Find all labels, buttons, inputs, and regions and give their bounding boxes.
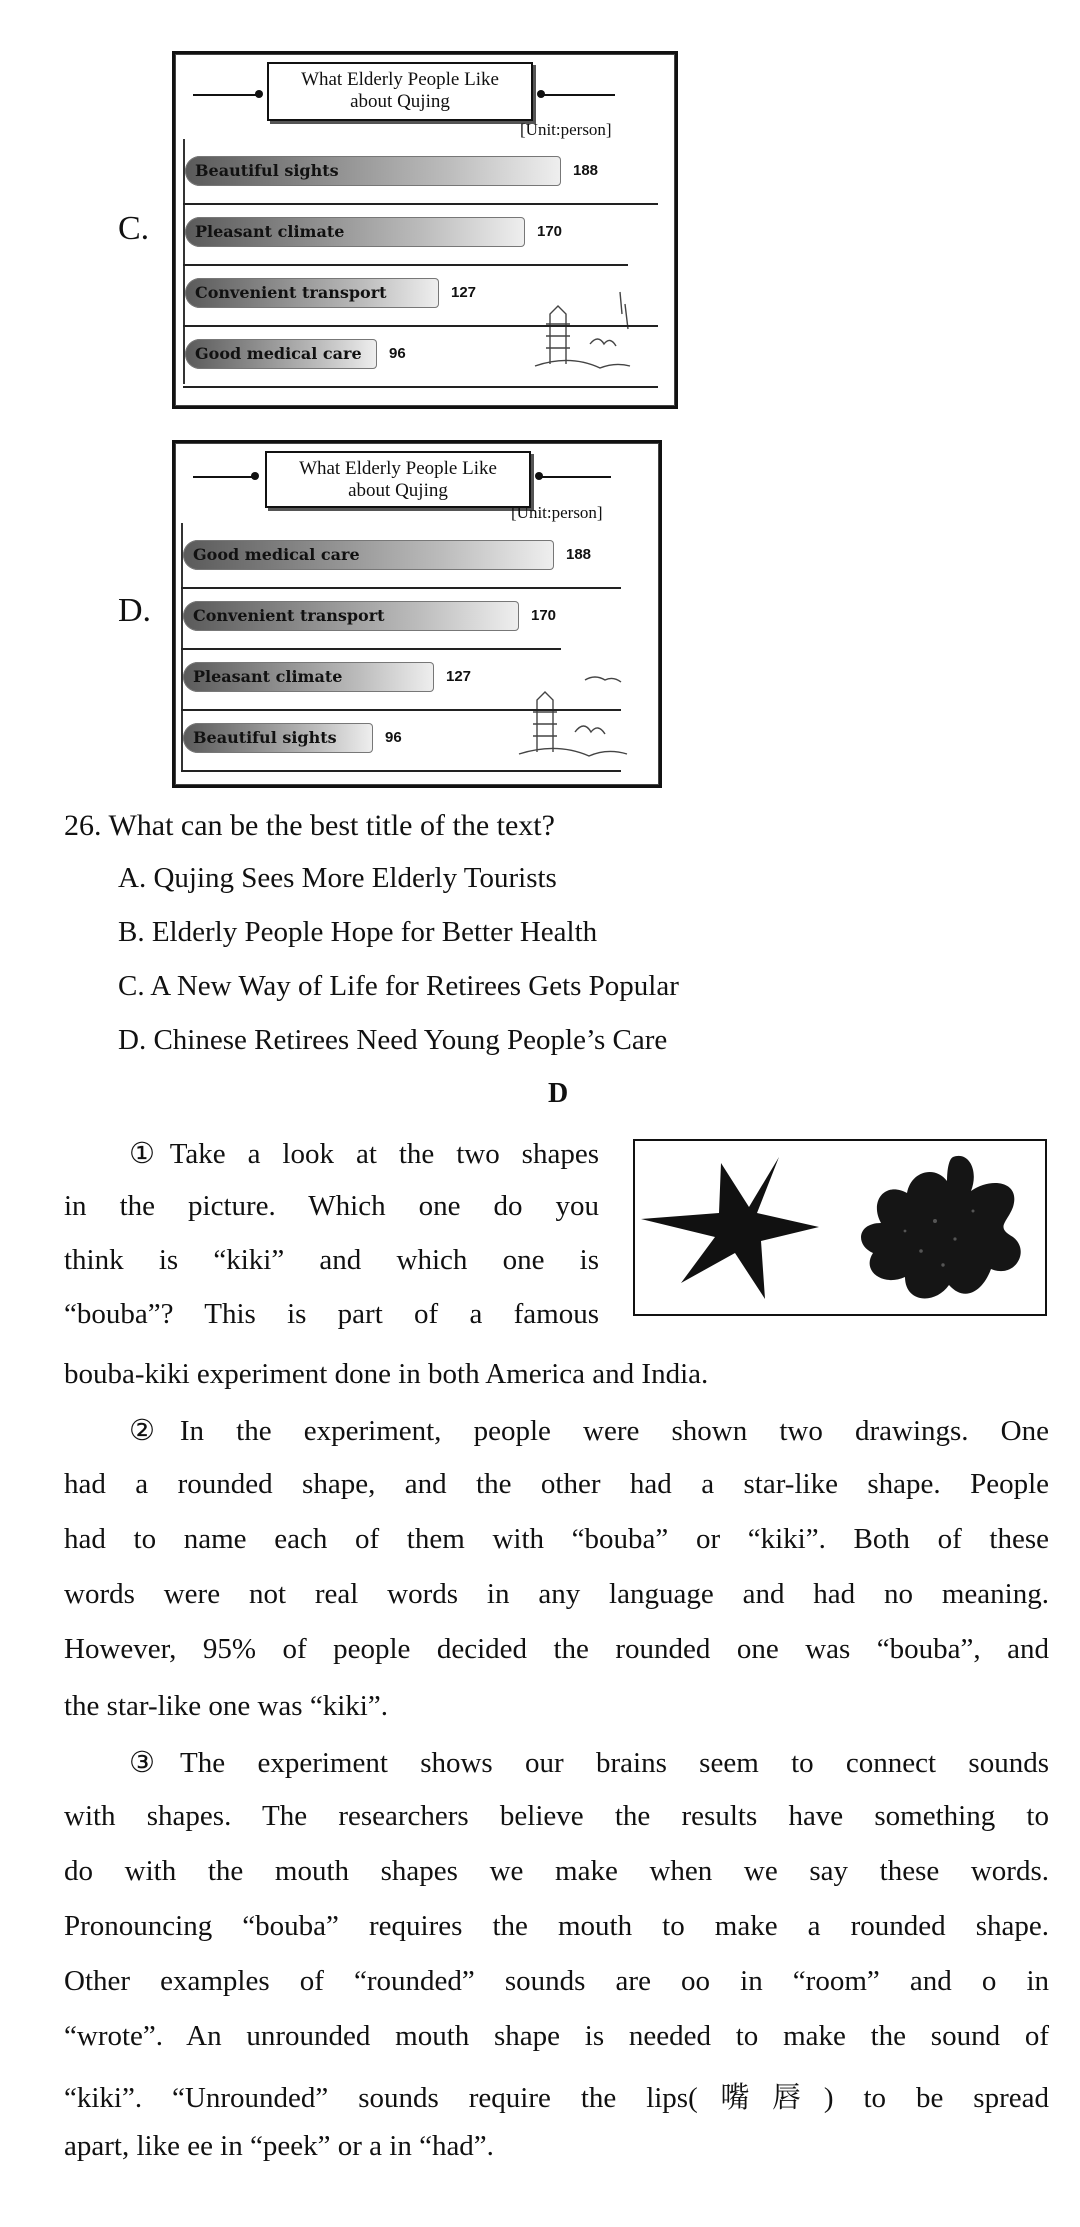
chart-title bbox=[267, 62, 533, 121]
question-26-option-d: D. Chinese Retirees Need Young People’s Care bbox=[118, 1024, 668, 1056]
bouba-blob-shape bbox=[861, 1156, 1021, 1299]
chart-bar-label: Good medical care bbox=[195, 344, 362, 363]
title-rule-dot-left bbox=[255, 90, 263, 98]
chart-unit: [Unit:person] bbox=[520, 120, 612, 139]
chart-bar-label: Convenient transport bbox=[193, 606, 385, 625]
chart-bar-label: Good medical care bbox=[193, 545, 360, 564]
passage-line: “wrote”. An unrounded mouth shape is needed to make the sound of bbox=[64, 2020, 1049, 2052]
chart-bar-label: Convenient transport bbox=[195, 283, 387, 302]
passage-line: had a rounded shape, and the other had a star-like shape. People bbox=[64, 1468, 1049, 1500]
chart-title-line2: about Qujing bbox=[348, 480, 448, 501]
chart-bar-value: 96 bbox=[385, 729, 402, 746]
title-rule-right bbox=[541, 476, 611, 478]
passage-line: ③The experiment shows our brains seem to connect sounds bbox=[129, 1747, 1049, 1779]
chart-title bbox=[265, 451, 531, 508]
pagoda-sketch-image bbox=[515, 668, 635, 763]
passage-line: in the picture. Which one do you bbox=[64, 1190, 599, 1222]
passage-line: with shapes. The researchers believe the results have something to bbox=[64, 1800, 1049, 1832]
chart-title-line1: What Elderly People Like bbox=[299, 458, 497, 479]
passage-line: ②In the experiment, people were shown two drawings. One bbox=[129, 1415, 1049, 1447]
chart-row-divider bbox=[181, 770, 621, 772]
chart-bar-value: 188 bbox=[573, 162, 599, 179]
chart-row-divider bbox=[181, 709, 621, 711]
question-26-stem: 26. What can be the best title of the text? bbox=[64, 809, 555, 842]
passage-line: “kiki”. “Unrounded” sounds require the lips(嘴唇) to be spread bbox=[64, 2082, 1049, 2114]
passage-line: the star-like one was “kiki”. bbox=[64, 1690, 388, 1722]
chart-bar-label: Pleasant climate bbox=[193, 667, 343, 686]
chart-bar-value: 127 bbox=[446, 668, 472, 685]
pagoda-sketch-image bbox=[530, 284, 640, 374]
bouba-kiki-shapes-figure bbox=[633, 1139, 1047, 1316]
chart-row-divider bbox=[181, 587, 621, 589]
passage-line: think is “kiki” and which one is bbox=[64, 1244, 599, 1276]
chart-title-line2: about Qujing bbox=[350, 91, 450, 112]
chart-bar-value: 170 bbox=[537, 223, 563, 240]
passage-line: However, 95% of people decided the rounded one was “bouba”, and bbox=[64, 1633, 1049, 1665]
passage-line: had to name each of them with “bouba” or “kiki”. Both of these bbox=[64, 1523, 1049, 1555]
chart-title-line1: What Elderly People Like bbox=[301, 69, 499, 90]
chart-row-divider bbox=[181, 648, 561, 650]
chart-bar-value: 127 bbox=[451, 284, 477, 301]
passage-line: apart, like ee in “peek” or a in “had”. bbox=[64, 2130, 494, 2162]
kiki-star-shape bbox=[641, 1157, 819, 1299]
chart-bar-value: 170 bbox=[531, 607, 557, 624]
chart-row-divider bbox=[183, 325, 658, 327]
chart-option-c bbox=[172, 51, 678, 409]
chart-bar-value: 96 bbox=[389, 345, 406, 362]
chart-bar-value: 188 bbox=[566, 546, 592, 563]
chart-row-divider bbox=[183, 386, 658, 388]
passage-line: do with the mouth shapes we make when we say these words. bbox=[64, 1855, 1049, 1887]
passage-line: Other examples of “rounded” sounds are oo in “room” and o in bbox=[64, 1965, 1049, 1997]
chart-bar-label: Beautiful sights bbox=[195, 161, 339, 180]
question-26-option-b: B. Elderly People Hope for Better Health bbox=[118, 916, 598, 948]
passage-line: bouba-kiki experiment done in both America and India. bbox=[64, 1358, 709, 1390]
title-rule-left bbox=[193, 94, 261, 96]
title-rule-dot-left bbox=[251, 472, 259, 480]
title-rule-right bbox=[543, 94, 615, 96]
chart-row-divider bbox=[183, 203, 658, 205]
chart-row-divider bbox=[183, 264, 628, 266]
passage-section-title: D bbox=[548, 1078, 569, 1109]
title-rule-left bbox=[193, 476, 257, 478]
passage-line: words were not real words in any language and had no meaning. bbox=[64, 1578, 1049, 1610]
question-26-option-a: A. Qujing Sees More Elderly Tourists bbox=[118, 862, 557, 894]
question-26-option-c: C. A New Way of Life for Retirees Gets Popular bbox=[118, 970, 679, 1002]
shapes-svg bbox=[635, 1141, 1045, 1314]
passage-line: “bouba”? This is part of a famous bbox=[64, 1298, 599, 1330]
option-d-letter: D. bbox=[118, 592, 152, 629]
chart-bar-label: Pleasant climate bbox=[195, 222, 345, 241]
chart-bar-label: Beautiful sights bbox=[193, 728, 337, 747]
passage-line: Pronouncing “bouba” requires the mouth to make a rounded shape. bbox=[64, 1910, 1049, 1942]
passage-line: ①Take a look at the two shapes bbox=[129, 1138, 599, 1170]
option-c-letter: C. bbox=[118, 210, 150, 247]
chart-unit: [Unit:person] bbox=[511, 503, 603, 522]
chart-option-d bbox=[172, 440, 662, 788]
